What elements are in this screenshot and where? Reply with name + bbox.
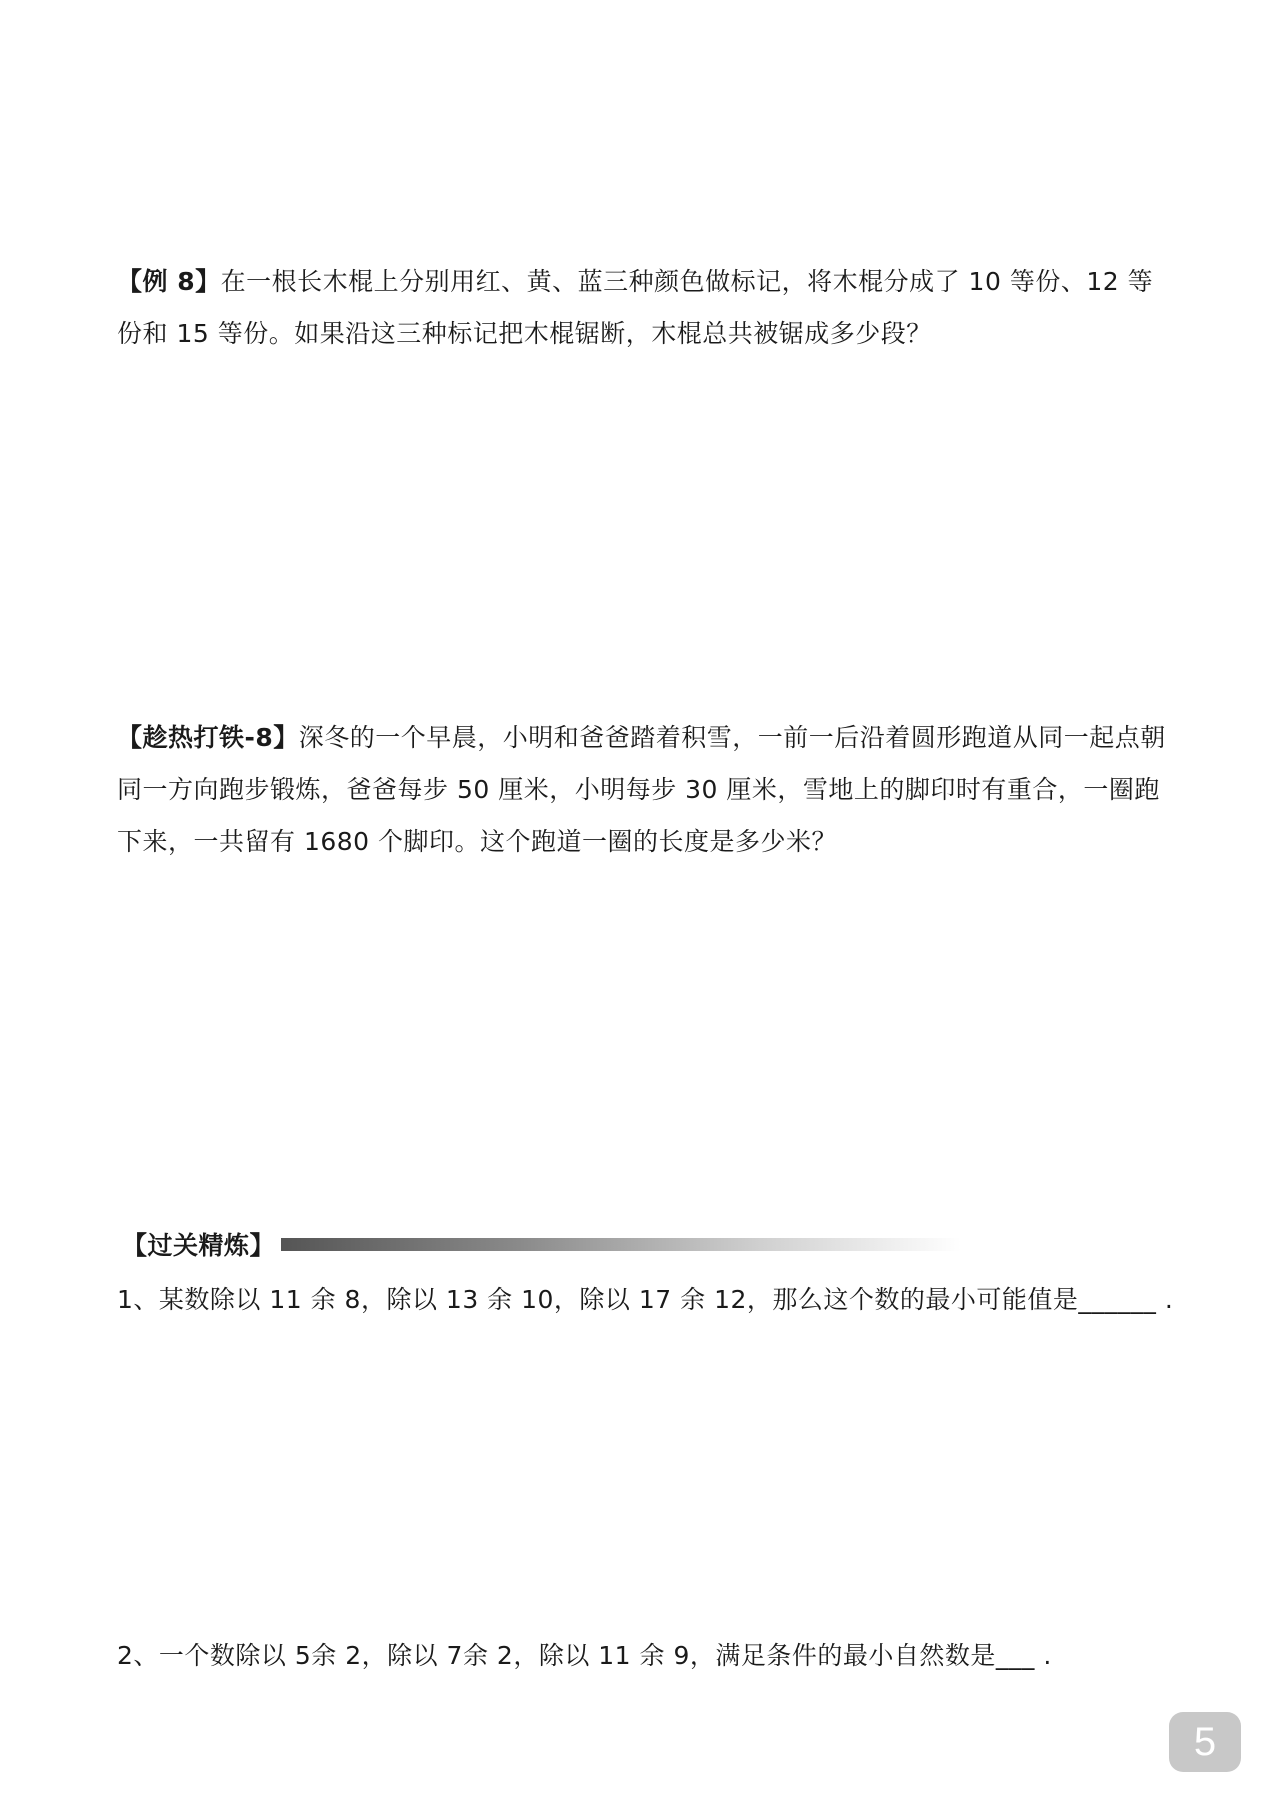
question-2: 2、一个数除以 5余 2，除以 7余 2，除以 11 余 9，满足条件的最小自然数是___ .: [117, 1641, 1052, 1670]
section-title: 【过关精炼】: [122, 1231, 276, 1260]
section-header: [122, 1224, 961, 1264]
practice-8-tag: 【趁热打铁-8】: [117, 723, 299, 752]
page-number-badge: [1169, 1712, 1241, 1772]
example-8-problem: [117, 256, 1177, 360]
page-number: 5: [1193, 1719, 1217, 1764]
example-8-text: 在一根长木棍上分别用红、黄、蓝三种颜色做标记，将木棍分成了 10 等份、12 等份和 15 等份。如果沿这三种标记把木棍锯断，木棍总共被锯成多少段？: [117, 267, 1154, 348]
section-divider-bar: [281, 1238, 961, 1251]
example-8-tag: 【例 8】: [117, 267, 221, 296]
question-1: 1、某数除以 11 余 8，除以 13 余 10，除以 17 余 12，那么这个数的最小可能值是______ .: [117, 1285, 1174, 1314]
practice-8-problem: [117, 712, 1177, 868]
practice-8-text: 深冬的一个早晨，小明和爸爸踏着积雪，一前一后沿着圆形跑道从同一起点朝同一方向跑步锻炼，爸爸每步 50 厘米，小明每步 30 厘米，雪地上的脚印时有重合，一圈跑下来，一共留有 1680 个脚印。这个跑道一圈的长度是多少米？: [117, 723, 1166, 856]
